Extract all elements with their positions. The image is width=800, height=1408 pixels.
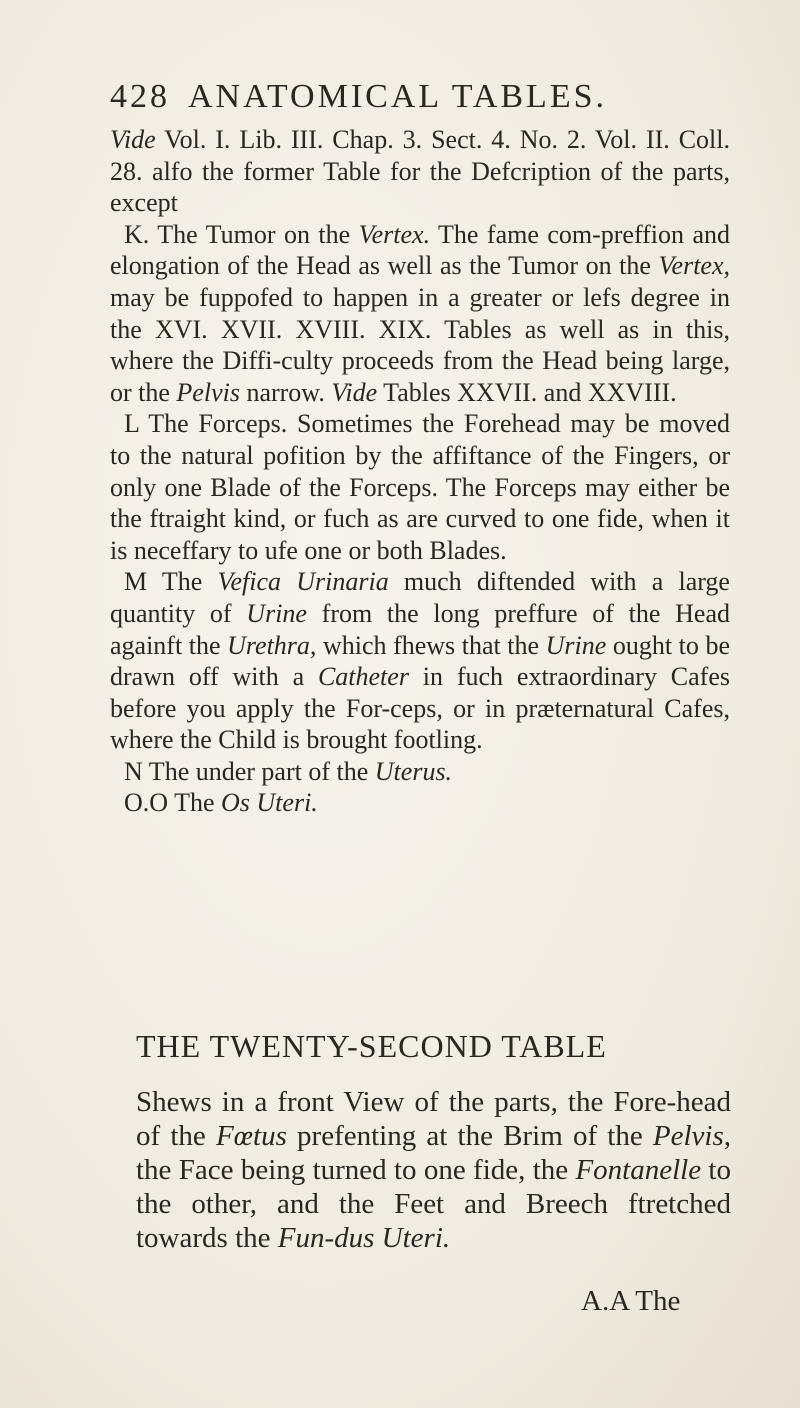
item-n-uterus: Uterus. xyxy=(374,756,453,786)
item-m-text-f: in fuch extraordinary Cafes before you apply the For-ceps, or in præternatural Cafes, where the Child is brought footling. xyxy=(110,662,730,755)
item-n-paragraph xyxy=(110,756,730,788)
item-m-text-e: ought to be drawn off with a xyxy=(110,630,731,692)
item-m-paragraph xyxy=(110,566,730,756)
vide-word: Vide xyxy=(110,125,156,154)
item-m-urine-1: Urine xyxy=(246,598,307,628)
section-foetus: Fœtus xyxy=(215,1120,287,1152)
intro-text: Vol. I. Lib. III. Chap. 3. Sect. 4. No. 2. Vol. II. Coll. 28. alfo the former Table for the Defcription of the parts, except xyxy=(110,125,730,218)
main-text xyxy=(110,124,730,819)
section-text-d: to the other, and the Feet and Breech ftretched towards the xyxy=(136,1154,731,1254)
item-n-text: N The under part of the xyxy=(124,756,375,786)
section-text-a: Shews in a front View of the parts, the Fore-head of the xyxy=(136,1086,731,1152)
item-k-text-b: The fame com-preffion and elongation of the Head as well as the Tumor on the xyxy=(110,219,731,281)
item-l-text: L The Forceps. Sometimes the Forehead may be moved to the natural pofition by the affiftance of the Fingers, or only one Blade of the Forceps. The Forceps may either be the ftraight kind, or fuch as are curved to one fide, when it is neceffary to ufe one or both Blades. xyxy=(110,409,730,565)
item-m-urine-2: Urine xyxy=(545,630,607,660)
item-k-vertex-2: Vertex, xyxy=(658,251,730,281)
item-k-vide: Vide xyxy=(331,377,378,407)
page-number: 428 xyxy=(110,78,170,115)
item-o-paragraph xyxy=(110,787,730,819)
item-m-text-c: from the long preffure of the Head againft the xyxy=(110,598,730,660)
item-o-text: O.O The xyxy=(124,788,222,818)
item-l-paragraph xyxy=(110,408,730,566)
section-fontanelle: Fontanelle xyxy=(575,1154,702,1186)
item-k-paragraph xyxy=(110,219,730,409)
running-header xyxy=(110,78,710,116)
item-k-pelvis: Pelvis xyxy=(176,377,240,407)
running-title: ANATOMICAL TABLES. xyxy=(188,78,608,115)
item-k-text-a: K. The Tumor on the xyxy=(124,219,359,249)
section-fundus-uteri: Fun-dus Uteri. xyxy=(277,1222,451,1254)
item-o-os-uteri: Os Uteri. xyxy=(221,788,318,818)
item-m-text-a: M The xyxy=(124,567,218,597)
intro-paragraph xyxy=(110,124,730,219)
item-m-urethra: Urethra, xyxy=(227,630,317,660)
section-text-c: the Face being turned to one fide, the xyxy=(136,1154,576,1186)
item-k-text-c: may be fuppofed to happen in a greater or lefs degree in the XVI. XVII. XVIII. XIX. Tables as well as in this, where the Diffi-culty proceeds from the Head being large, or the xyxy=(110,282,730,407)
item-k-vertex-1: Vertex. xyxy=(358,219,431,249)
item-m-text-b: much diftended with a large quantity of xyxy=(110,567,730,628)
section-pelvis: Pelvis, xyxy=(652,1120,732,1152)
section-text-b: prefenting at the Brim of the xyxy=(286,1120,653,1152)
item-m-catheter: Catheter xyxy=(317,662,409,692)
section-title: THE TWENTY-SECOND TABLE xyxy=(136,1028,607,1064)
catchword: A.A The xyxy=(581,1285,681,1317)
item-k-text-d: narrow. xyxy=(239,377,332,407)
item-m-vesica: Vefica Urinaria xyxy=(217,567,389,597)
item-k-text-e: Tables XXVII. and XXVIII. xyxy=(377,377,677,407)
item-m-text-d: which fhews that the xyxy=(316,630,546,660)
section-paragraph xyxy=(136,1085,731,1255)
